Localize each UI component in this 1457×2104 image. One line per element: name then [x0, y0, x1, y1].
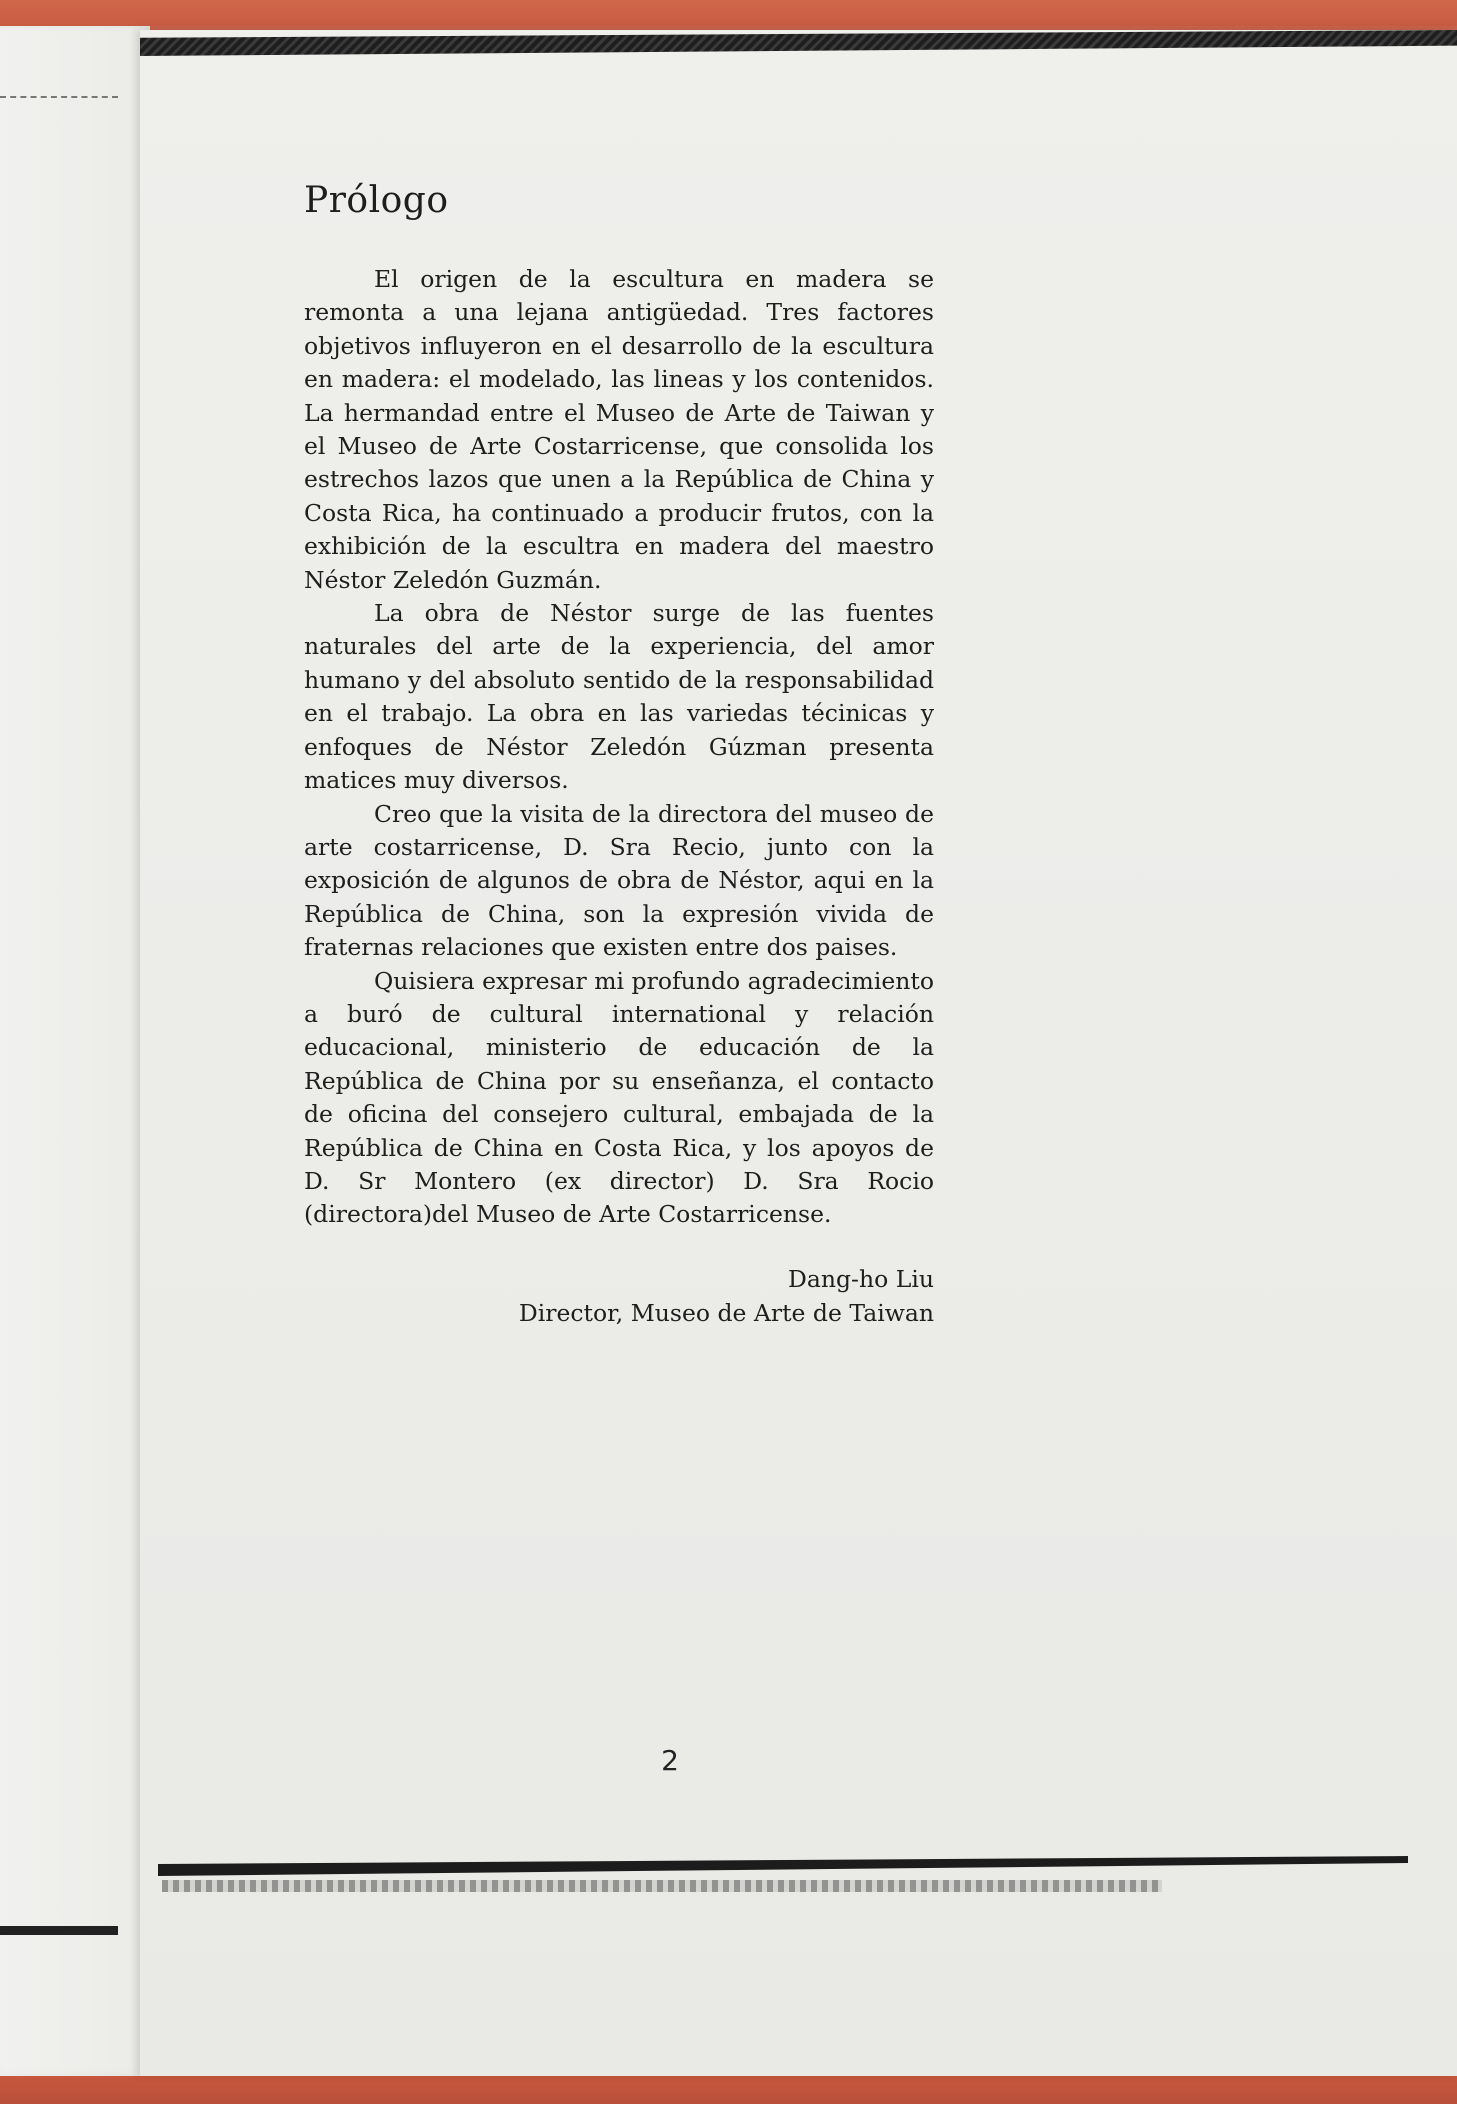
background-bottom-strip	[0, 2074, 1457, 2104]
previous-page-black-bar	[0, 1926, 118, 1935]
signature-block	[304, 1262, 934, 1330]
document-page	[140, 30, 1457, 2076]
prologue-content	[304, 180, 934, 1330]
background-top-strip	[0, 0, 1457, 26]
top-decorative-band	[140, 30, 1457, 56]
bottom-decorative-band	[158, 1856, 1408, 1876]
paragraph-1: El origen de la escultura en madera se remonta a una lejana antigüedad. Tres factores objetivos influyeron en el desarrollo de la escultura en madera: el modelado, las lineas y los contenidos. La hermandad entre el Museo de Arte de Taiwan y el Museo de Arte Costarricense, que consolida los estrechos lazos que unen a la República de China y Costa Rica, ha continuado a producir frutos, con la exhibición de la escultra en madera del maestro Néstor Zeledón Guzmán.	[304, 265, 934, 594]
paragraph-2: La obra de Néstor surge de las fuentes naturales del arte de la experiencia, del amor humano y del absoluto sentido de la responsabilidad en el trabajo. La obra en las variedas técinicas y enfoques de Néstor Zeledón Gúzman presenta matices muy diversos.	[304, 599, 934, 795]
page-number: 2	[661, 1744, 679, 1777]
signature-role: Director, Museo de Arte de Taiwan	[518, 1298, 934, 1327]
signature-name: Dang-ho Liu	[788, 1264, 934, 1293]
bottom-band-texture	[162, 1880, 1162, 1892]
previous-page-edge	[0, 26, 150, 2076]
page-title: Prólogo	[304, 180, 449, 221]
prologue-body	[304, 263, 934, 1232]
previous-page-dashed-line	[0, 96, 118, 98]
paragraph-4: Quisiera expresar mi profundo agradecimiento a buró de cultural international y relación educacional, ministerio de educación de la República de China por su enseñanza, el contacto de oficina del consejero cultural, embajada de la República de China en Costa Rica, y los apoyos de D. Sr Montero (ex director) D. Sra Rocio (directora)del Museo de Arte Costarricense.	[304, 966, 934, 1229]
paragraph-3: Creo que la visita de la directora del museo de arte costarricense, D. Sra Recio, junto con la exposición de algunos de obra de Néstor, aqui en la República de China, son la expresión vivida de fraternas relaciones que existen entre dos paises.	[304, 799, 934, 962]
